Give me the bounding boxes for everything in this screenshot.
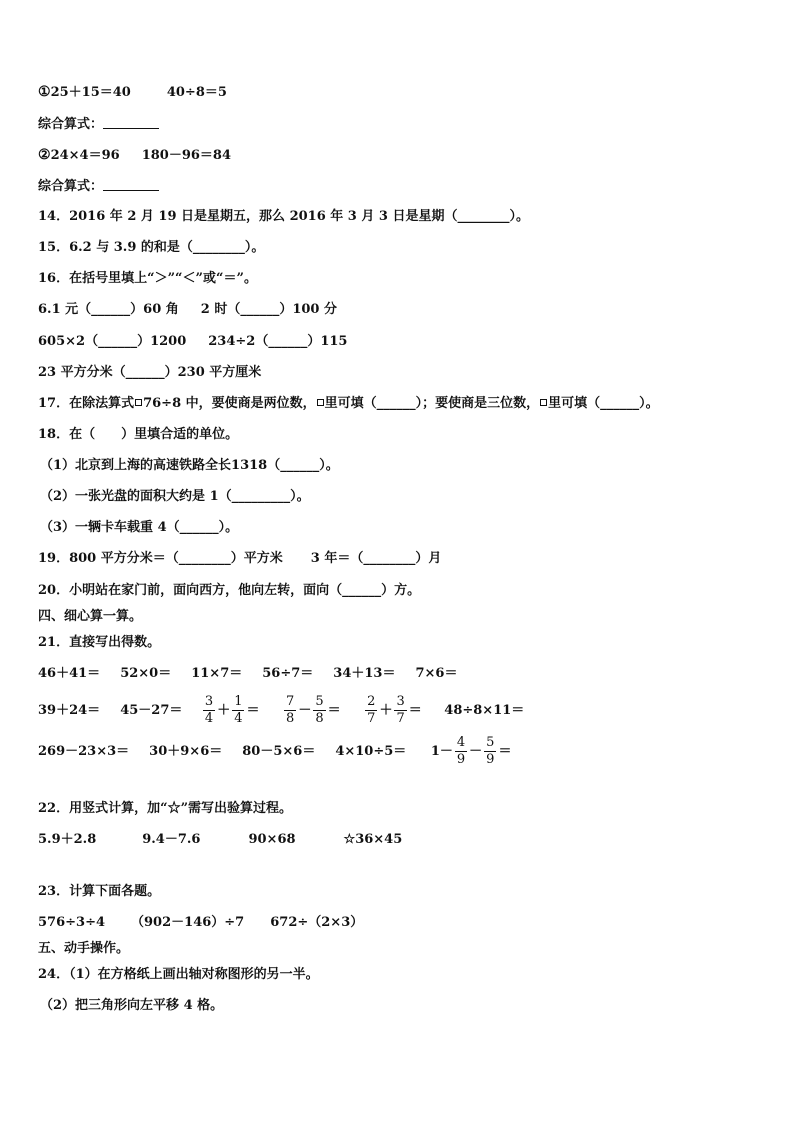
q16-item: 605×2（______）1200 [38,334,187,349]
equals-sign: ＝ [498,744,512,759]
answer-blank[interactable] [103,178,159,191]
equals-sign: ＝ [327,703,341,718]
answer-blank[interactable] [103,116,159,129]
calc-item: （902－146）÷7 [131,915,245,930]
calc-item: 30＋9×6＝ [149,744,223,759]
q13-part1 [38,84,227,101]
equals-sign: ＝ [246,703,260,718]
question-23-stem: 23．计算下面各题。 [38,884,161,899]
fraction: $\frac{5}{9}$ [486,735,495,767]
q16-item: 2 时（______）100 分 [200,302,337,317]
calc-item: 9.4－7.6 [142,832,201,847]
question-18-item-2: （2）一张光盘的面积大约是 1（_________）。 [40,489,310,504]
q13-combined-1 [38,116,159,133]
question-18-stem: 18．在（ ）里填合适的单位。 [38,427,239,442]
calc-item: 672÷（2×3） [270,915,364,930]
calc-item: ☆36×45 [343,832,403,847]
question-24-part-1: 24．（1）在方格纸上画出轴对称图形的另一半。 [38,967,319,982]
section-4-heading: 四、细心算一算。 [38,609,143,624]
calc-item: 7×6＝ [415,666,458,681]
question-22-stem: 22．用竖式计算，加“☆”需写出验算过程。 [38,801,293,816]
fraction: $\frac{7}{8}$ [286,694,295,726]
q13-combined-2 [38,178,159,195]
calc-item: 11×7＝ [191,666,243,681]
section-5-heading: 五、动手操作。 [38,941,130,956]
fraction: $\frac{2}{7}$ [367,694,376,726]
question-24-part-2: （2）把三角形向左平移 4 格。 [40,998,224,1013]
question-21-row3 [38,735,511,769]
combined-label: 综合算式： [38,179,104,194]
question-17 [38,396,659,412]
question-21-row1 [38,666,457,682]
box-placeholder-icon [540,399,547,406]
calc-item: 269－23×3＝ [38,744,130,759]
calc-item: 39＋24＝ [38,703,101,718]
question-15: 15．6.2 与 3.9 的和是（________）。 [38,240,265,255]
operator: － [469,744,483,759]
combined-label: 综合算式： [38,117,104,132]
q16-item: 234÷2（______）115 [208,334,348,349]
calc-item: 34＋13＝ [333,666,396,681]
q19-part-2: 3 年＝（________）月 [310,551,442,566]
calc-item: 5.9＋2.8 [38,832,97,847]
box-placeholder-icon [135,399,142,406]
calc-item: 90×68 [248,832,296,847]
fraction: $\frac{1}{4}$ [234,694,243,726]
q17-text-a: 17．在除法算式 [38,396,135,411]
question-14: 14．2016 年 2 月 19 日是星期五，那么 2016 年 3 月 3 日是星期（________）。 [38,209,529,224]
circled-one: ① [38,84,51,100]
operator: ＋ [379,703,393,718]
calc-item: 48÷8×11＝ [444,703,525,718]
fraction: $\frac{4}{9}$ [456,735,466,767]
q17-text-d: 里可填（______）。 [548,396,659,411]
q13-part2 [38,147,231,164]
q13-expr-4: 180－96＝84 [141,148,232,163]
q17-text-b: 76÷8 中，要使商是两位数， [143,396,316,411]
calc-item: 80－5×6＝ [242,744,316,759]
fraction: $\frac{3}{4}$ [204,694,214,726]
question-16-stem: 16．在括号里填上“＞”“＜”或“＝”。 [38,271,257,286]
operator: ＋ [217,703,231,718]
question-19 [38,551,441,567]
q13-expr-3: 24×4＝96 [50,148,120,163]
calc-lead: 1－ [430,744,453,759]
q13-expr-2: 40÷8＝5 [166,85,227,100]
q19-part-1: 19．800 平方分米＝（________）平方米 [38,551,283,566]
question-21-stem: 21．直接写出得数。 [38,635,161,650]
question-16-row2 [38,334,347,350]
fraction: $\frac{5}{8}$ [315,694,324,726]
calc-item: 52×0＝ [120,666,172,681]
calc-item: 46＋41＝ [38,666,101,681]
question-18-item-1: （1）北京到上海的高速铁路全长1318（______）。 [40,458,339,473]
question-16-row1 [38,302,337,318]
q17-text-c: 里可填（______）；要使商是三位数， [324,396,540,411]
question-21-row2 [38,694,524,728]
fraction: $\frac{3}{7}$ [396,694,405,726]
calc-item: 45－27＝ [120,703,183,718]
box-placeholder-icon [317,399,324,406]
calc-item: 56÷7＝ [262,666,314,681]
question-20: 20．小明站在家门前，面向西方，他向左转，面向（______）方。 [38,583,421,598]
equals-sign: ＝ [408,703,422,718]
question-23-items [38,915,363,931]
operator: － [298,703,312,718]
q16-item: 6.1 元（______）60 角 [38,302,179,317]
q13-expr-1: 25＋15＝40 [50,85,131,100]
question-16-row3: 23 平方分米（______）230 平方厘米 [38,365,262,380]
question-18-item-3: （3）一辆卡车载重 4（______）。 [40,520,239,535]
calc-item: 4×10÷5＝ [335,744,407,759]
calc-item: 576÷3÷4 [38,915,106,930]
circled-two: ② [38,147,51,163]
question-22-items [38,832,402,848]
